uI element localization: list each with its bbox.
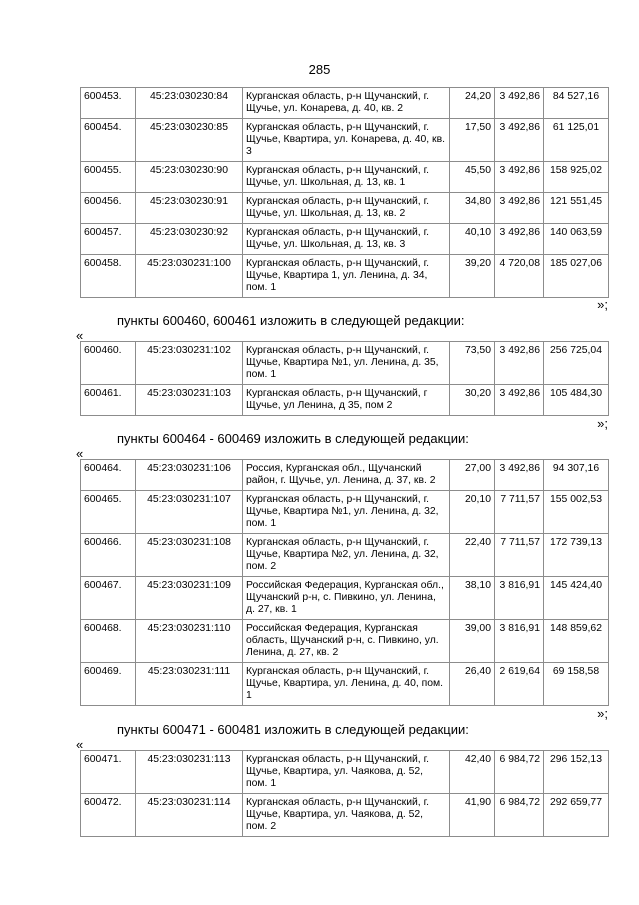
cadastral-number: 45:23:030230:92 — [136, 224, 243, 255]
row-number: 600454. — [81, 119, 136, 162]
unit-price: 3 492,86 — [495, 88, 544, 119]
area: 45,50 — [450, 162, 495, 193]
total-value: 256 725,04 — [544, 342, 609, 385]
row-number: 600467. — [81, 577, 136, 620]
total-value: 105 484,30 — [544, 385, 609, 416]
row-number: 600466. — [81, 534, 136, 577]
address: Курганская область, р-н Щучанский, г. Щучье, Квартира, ул. Ленина, д. 40, пом. 1 — [243, 663, 450, 706]
property-table-2 — [80, 341, 609, 416]
unit-price: 4 720,08 — [495, 255, 544, 298]
row-number: 600464. — [81, 460, 136, 491]
address: Российская Федерация, Курганская обл., Щучанский р-н, с. Пивкино, ул. Ленина, д. 27, кв. 1 — [243, 577, 450, 620]
cadastral-number: 45:23:030231:106 — [136, 460, 243, 491]
unit-price: 3 492,86 — [495, 193, 544, 224]
table-row — [81, 491, 609, 534]
row-number: 600456. — [81, 193, 136, 224]
table-row — [81, 342, 609, 385]
address: Курганская область, р-н Щучанский, г. Щучье, ул. Школьная, д. 13, кв. 2 — [243, 193, 450, 224]
row-number: 600453. — [81, 88, 136, 119]
area: 42,40 — [450, 751, 495, 794]
closing-quote: »; — [597, 706, 608, 721]
table-row — [81, 162, 609, 193]
area: 30,20 — [450, 385, 495, 416]
address: Курганская область, р-н Щучанский, г Щучье, ул Ленина, д 35, пом 2 — [243, 385, 450, 416]
total-value: 185 027,06 — [544, 255, 609, 298]
area: 22,40 — [450, 534, 495, 577]
address: Курганская область, р-н Щучанский, г. Щучье, ул. Конарева, д. 40, кв. 2 — [243, 88, 450, 119]
address: Курганская область, р-н Щучанский, г. Щучье, Квартира, ул. Чаякова, д. 52, пом. 2 — [243, 794, 450, 837]
cadastral-number: 45:23:030231:103 — [136, 385, 243, 416]
cadastral-number: 45:23:030231:109 — [136, 577, 243, 620]
total-value: 69 158,58 — [544, 663, 609, 706]
address: Курганская область, р-н Щучанский, г. Щучье, ул. Школьная, д. 13, кв. 3 — [243, 224, 450, 255]
cadastral-number: 45:23:030230:90 — [136, 162, 243, 193]
unit-price: 3 492,86 — [495, 460, 544, 491]
page-number: 285 — [308, 62, 331, 77]
table-row — [81, 224, 609, 255]
address: Российская Федерация, Курганская область, Щучанский р-н, с. Пивкино, ул. Ленина, д. 27, кв. 2 — [243, 620, 450, 663]
row-number: 600468. — [81, 620, 136, 663]
table-row — [81, 534, 609, 577]
address: Курганская область, р-н Щучанский, г. Щучье, Квартира, ул. Конарева, д. 40, кв. 3 — [243, 119, 450, 162]
area: 20,10 — [450, 491, 495, 534]
total-value: 148 859,62 — [544, 620, 609, 663]
cadastral-number: 45:23:030230:84 — [136, 88, 243, 119]
cadastral-number: 45:23:030231:113 — [136, 751, 243, 794]
closing-quote: »; — [597, 297, 608, 312]
area: 40,10 — [450, 224, 495, 255]
unit-price: 6 984,72 — [495, 794, 544, 837]
cadastral-number: 45:23:030231:110 — [136, 620, 243, 663]
property-table-4 — [80, 750, 609, 837]
amendment-paragraph: пункты 600460, 600461 изложить в следующей редакции: — [117, 313, 465, 328]
total-value: 292 659,77 — [544, 794, 609, 837]
table-row — [81, 663, 609, 706]
property-table-3 — [80, 459, 609, 706]
cadastral-number: 45:23:030231:100 — [136, 255, 243, 298]
row-number: 600455. — [81, 162, 136, 193]
opening-quote: « — [76, 328, 84, 343]
unit-price: 3 492,86 — [495, 119, 544, 162]
amendment-paragraph: пункты 600464 - 600469 изложить в следующей редакции: — [117, 431, 469, 446]
row-number: 600472. — [81, 794, 136, 837]
row-number: 600465. — [81, 491, 136, 534]
address: Курганская область, р-н Щучанский, г. Щучье, Квартира 1, ул. Ленина, д. 34, пом. 1 — [243, 255, 450, 298]
row-number: 600469. — [81, 663, 136, 706]
unit-price: 2 619,64 — [495, 663, 544, 706]
total-value: 121 551,45 — [544, 193, 609, 224]
area: 17,50 — [450, 119, 495, 162]
opening-quote: « — [76, 737, 84, 752]
area: 34,80 — [450, 193, 495, 224]
total-value: 145 424,40 — [544, 577, 609, 620]
table-row — [81, 385, 609, 416]
table-row — [81, 794, 609, 837]
total-value: 296 152,13 — [544, 751, 609, 794]
address: Россия, Курганская обл., Щучанский район, г. Щучье, ул. Ленина, д. 37, кв. 2 — [243, 460, 450, 491]
unit-price: 3 492,86 — [495, 224, 544, 255]
unit-price: 7 711,57 — [495, 534, 544, 577]
total-value: 158 925,02 — [544, 162, 609, 193]
total-value: 84 527,16 — [544, 88, 609, 119]
total-value: 61 125,01 — [544, 119, 609, 162]
total-value: 140 063,59 — [544, 224, 609, 255]
cadastral-number: 45:23:030230:85 — [136, 119, 243, 162]
area: 27,00 — [450, 460, 495, 491]
row-number: 600458. — [81, 255, 136, 298]
row-number: 600460. — [81, 342, 136, 385]
amendment-paragraph: пункты 600471 - 600481 изложить в следующей редакции: — [117, 722, 469, 737]
opening-quote: « — [76, 446, 84, 461]
area: 24,20 — [450, 88, 495, 119]
row-number: 600471. — [81, 751, 136, 794]
table-row — [81, 193, 609, 224]
unit-price: 7 711,57 — [495, 491, 544, 534]
cadastral-number: 45:23:030231:111 — [136, 663, 243, 706]
area: 41,90 — [450, 794, 495, 837]
cadastral-number: 45:23:030231:107 — [136, 491, 243, 534]
area: 73,50 — [450, 342, 495, 385]
table-row — [81, 255, 609, 298]
area: 26,40 — [450, 663, 495, 706]
address: Курганская область, р-н Щучанский, г. Щучье, Квартира, ул. Чаякова, д. 52, пом. 1 — [243, 751, 450, 794]
total-value: 172 739,13 — [544, 534, 609, 577]
address: Курганская область, р-н Щучанский, г. Щучье, Квартира №1, ул. Ленина, д. 35, пом. 1 — [243, 342, 450, 385]
cadastral-number: 45:23:030231:102 — [136, 342, 243, 385]
row-number: 600457. — [81, 224, 136, 255]
cadastral-number: 45:23:030230:91 — [136, 193, 243, 224]
unit-price: 3 492,86 — [495, 162, 544, 193]
total-value: 94 307,16 — [544, 460, 609, 491]
cadastral-number: 45:23:030231:108 — [136, 534, 243, 577]
unit-price: 3 816,91 — [495, 620, 544, 663]
table-row — [81, 460, 609, 491]
table-row — [81, 88, 609, 119]
closing-quote: »; — [597, 416, 608, 431]
area: 38,10 — [450, 577, 495, 620]
address: Курганская область, р-н Щучанский, г. Щучье, Квартира №1, ул. Ленина, д. 32, пом. 1 — [243, 491, 450, 534]
unit-price: 3 492,86 — [495, 385, 544, 416]
cadastral-number: 45:23:030231:114 — [136, 794, 243, 837]
unit-price: 6 984,72 — [495, 751, 544, 794]
area: 39,20 — [450, 255, 495, 298]
unit-price: 3 492,86 — [495, 342, 544, 385]
table-row — [81, 751, 609, 794]
address: Курганская область, р-н Щучанский, г. Щучье, ул. Школьная, д. 13, кв. 1 — [243, 162, 450, 193]
row-number: 600461. — [81, 385, 136, 416]
table-row — [81, 620, 609, 663]
unit-price: 3 816,91 — [495, 577, 544, 620]
table-row — [81, 119, 609, 162]
area: 39,00 — [450, 620, 495, 663]
property-table-1 — [80, 87, 609, 298]
total-value: 155 002,53 — [544, 491, 609, 534]
table-row — [81, 577, 609, 620]
address: Курганская область, р-н Щучанский, г. Щучье, Квартира №2, ул. Ленина, д. 32, пом. 2 — [243, 534, 450, 577]
